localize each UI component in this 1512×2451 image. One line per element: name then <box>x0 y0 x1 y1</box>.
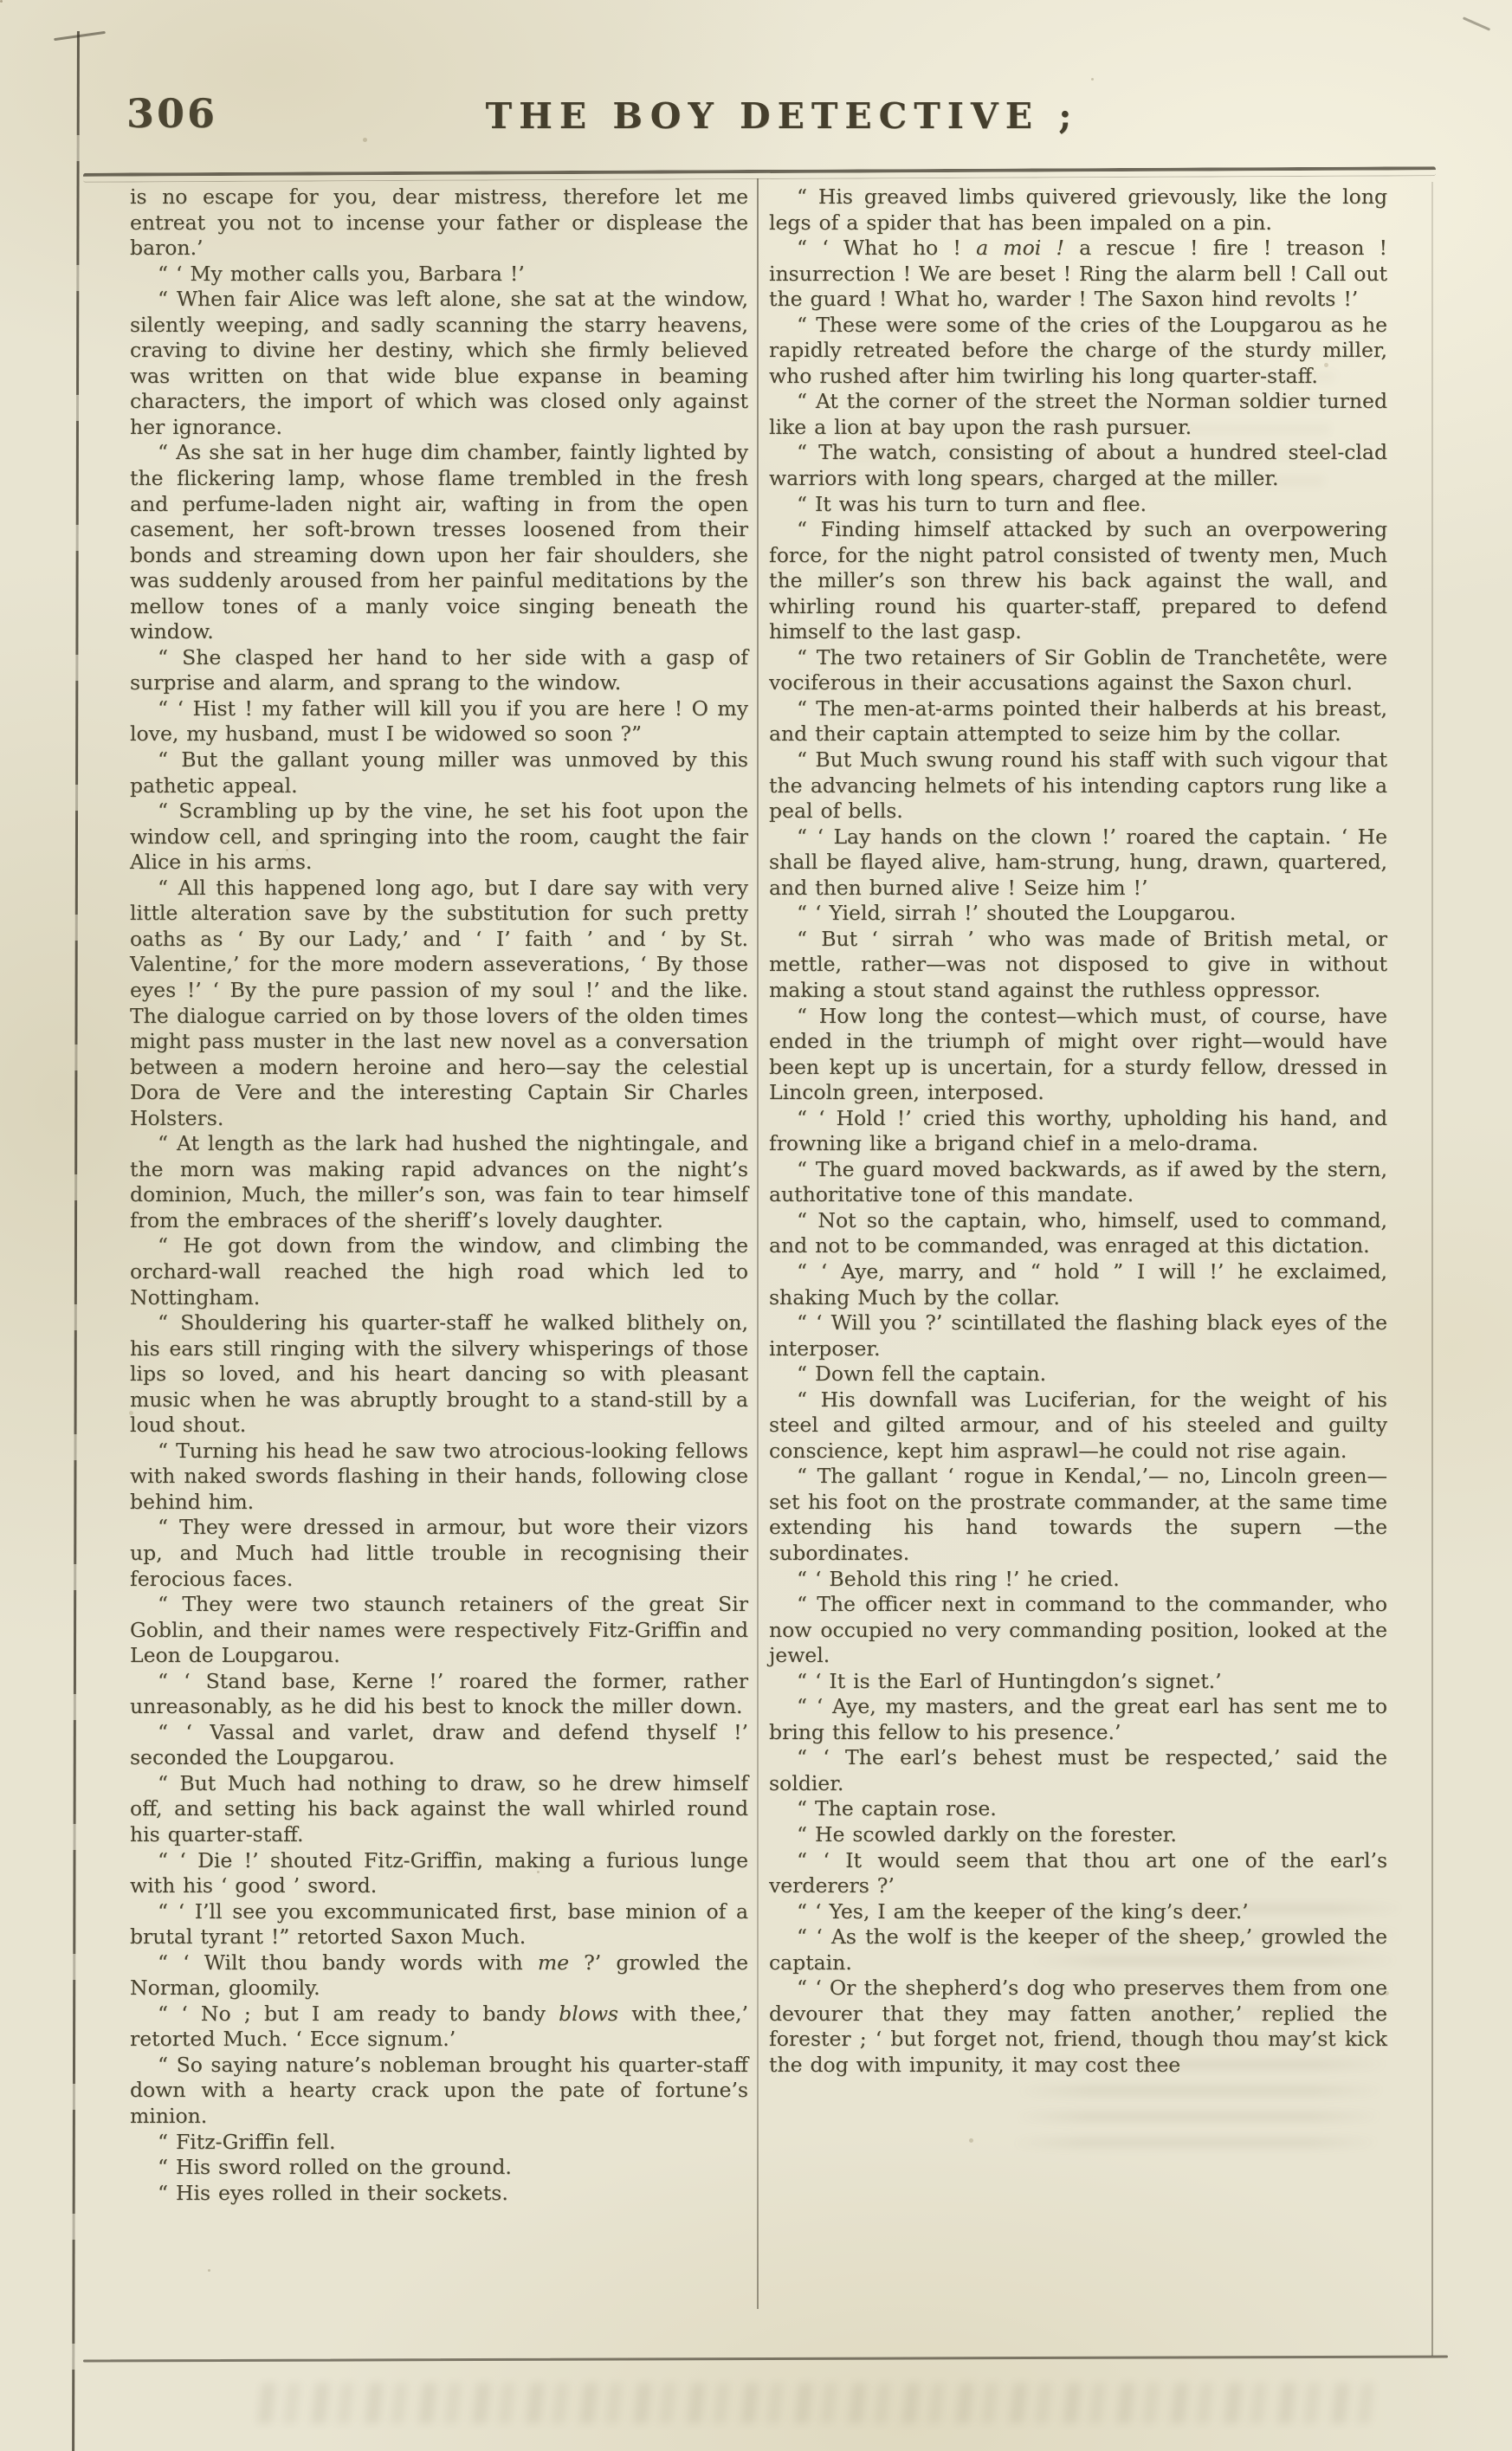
paragraph: “ ‘ No ; but I am ready to bandy blows with thee,’ retorted Much. ‘ Ecce signum.’ <box>130 2001 748 2052</box>
paragraph: is no escape for you, dear mistress, therefore let me entreat you not to incense your father or displease the baron.’ <box>130 184 748 261</box>
paper-speckles <box>0 0 3 3</box>
paragraph: “ These were some of the cries of the Loupgarou as he rapidly retreated before the charge of the sturdy miller, who rushed after him twirling his long quarter-staff. <box>769 312 1387 388</box>
paragraph: “ ‘ What ho ! a moi ! a rescue ! fire ! treason ! insurrection ! We are beset ! Ring the alarm bell ! Call out the guard ! What ho, warder ! The Saxon hind revolts !’ <box>769 236 1387 312</box>
paragraph: “ But Much had nothing to draw, so he drew himself off, and setting his back against the wall whirled round his quarter-staff. <box>130 1770 748 1846</box>
paragraph: “ ‘ It is the Earl of Huntingdon’s signet.’ <box>797 1668 1222 1693</box>
paragraph: “ Scrambling up by the vine, he set his foot upon the window cell, and springing into the room, caught the fair Alice in his arms. <box>130 799 748 875</box>
paragraph: “ ‘ Hist ! my father will kill you if you are here ! O my love, my husband, must I be widowed so soon ?” <box>130 695 748 747</box>
paragraph: “ Turning his head he saw two atrocious-looking fellows with naked swords flashing in their hands, following close behind him. <box>130 1438 748 1514</box>
paragraph: “ How long the contest—which must, of course, have ended in the triumph of might over right—would have been kept up is uncertain, for a sturdy fellow, dressed in Lincoln green, interposed. <box>769 1003 1387 1105</box>
paragraph: “ As she sat in her huge dim chamber, faintly lighted by the flickering lamp, whose flame trembled in the fresh and perfume-laden night air, wafting in from the open casement, her soft-brown tresses loosened from their bonds and streaming down upon her fair shoulders, she was suddenly aroused from her painful meditations by the mellow tones of a manly voice singing beneath the window. <box>130 440 748 644</box>
bleed-through-smudge-right <box>1008 1897 1408 2157</box>
bottom-rule <box>83 2356 1448 2363</box>
paragraph: “ He got down from the window, and climbing the orchard-wall reached the high road which led to Nottingham. <box>130 1233 748 1310</box>
paragraph: “ They were dressed in armour, but wore their vizors up, and Much had little trouble in recognising their ferocious faces. <box>130 1515 748 1591</box>
paragraph: “ ‘ My mother calls you, Barbara !’ <box>158 261 525 286</box>
paragraph: “ His eyes rolled in their sockets. <box>158 2180 508 2205</box>
paragraph: “ ‘ Behold this ring !’ he cried. <box>797 1566 1120 1591</box>
paragraph: “ The captain rose. <box>797 1796 997 1821</box>
text-column-left <box>130 184 748 2206</box>
paragraph: “ His greaved limbs quivered grievously, like the long legs of a spider that has been impaled on a pin. <box>769 184 1387 235</box>
paragraph: “ ‘ I’ll see you excommunicated first, base minion of a brutal tyrant !” retorted Saxon Much. <box>130 1898 748 1950</box>
page-left-border-rule <box>72 31 80 2451</box>
paragraph: “ But Much swung round his staff with such vigour that the advancing helmets of his intending captors rung like a peal of bells. <box>769 747 1387 824</box>
paragraph: “ ‘ Aye, marry, and “ hold ” I will !’ he exclaimed, shaking Much by the collar. <box>769 1258 1387 1310</box>
header-rule <box>83 166 1436 183</box>
paragraph: “ Fitz-Griffin fell. <box>158 2129 336 2154</box>
paragraph: “ Shouldering his quarter-staff he walked blithely on, his ears still ringing with the silvery whisperings of those lips so loved, and his heart dancing so with pleasant music when he was abruptly brought to a stand-still by a loud shout. <box>130 1310 748 1438</box>
paragraph: “ ‘ Or the shepherd’s dog who preserves them from one devourer that they may fatten another,’ replied the forester ; ‘ but forget not, friend, though thou may’st kick the dog with impunity, it may cost thee <box>769 1976 1387 2077</box>
paragraph: “ Down fell the captain. <box>797 1361 1047 1387</box>
paragraph: “ His sword rolled on the ground. <box>158 2155 512 2180</box>
paragraph: “ The guard moved backwards, as if awed by the stern, authoritative tone of this mandate. <box>769 1156 1387 1207</box>
page-title: THE BOY DETECTIVE ; <box>485 95 1079 137</box>
paragraph: “ The two retainers of Sir Goblin de Tranchetête, were vociferous in their accusations against the Saxon churl. <box>769 644 1387 695</box>
paragraph: “ At length as the lark had hushed the nightingale, and the morn was making rapid advances on the night’s dominion, Much, the miller’s son, was fain to tear himself from the embraces of the sheriff’s lovely daughter. <box>130 1131 748 1232</box>
paragraph: “ It was his turn to turn and flee. <box>797 491 1147 516</box>
paragraph: “ They were two staunch retainers of the great Sir Goblin, and their names were respectively Fitz-Griffin and Leon de Loupgarou. <box>130 1592 748 1668</box>
paragraph: “ ‘ Yes, I am the keeper of the king’s deer.’ <box>797 1898 1249 1924</box>
paragraph: “ The men-at-arms pointed their halberds at his breast, and their captain attempted to seize him by the collar. <box>769 695 1387 747</box>
text-column-right <box>769 184 1387 2078</box>
paragraph: “ ‘ Hold !’ cried this worthy, upholding his hand, and frowning like a brigand chief in a melo-drama. <box>769 1105 1387 1156</box>
paragraph: “ So saying nature’s nobleman brought his quarter-staff down with a hearty crack upon the pate of fortune’s minion. <box>130 2052 748 2129</box>
paragraph: “ His downfall was Luciferian, for the weight of his steel and gilted armour, and of his steeled and guilty conscience, kept him asprawl—he could not rise again. <box>769 1387 1387 1463</box>
paragraph: “ ‘ Stand base, Kerne !’ roared the former, rather unreasonably, as he did his best to knock the miller down. <box>130 1668 748 1719</box>
paragraph: “ Not so the captain, who, himself, used to command, and not to be commanded, was enraged at this dictation. <box>769 1207 1387 1258</box>
paragraph: “ At the corner of the street the Norman soldier turned like a lion at bay upon the rash pursuer. <box>769 389 1387 439</box>
paragraph: “ ‘ The earl’s behest must be respected,’ said the soldier. <box>769 1745 1387 1795</box>
paragraph: “ ‘ Die !’ shouted Fitz-Griffin, making a furious lunge with his ‘ good ’ sword. <box>130 1847 748 1898</box>
paragraph: “ He scowled darkly on the forester. <box>797 1822 1177 1846</box>
paragraph: “ ‘ As the wolf is the keeper of the sheep,’ growled the captain. <box>769 1924 1387 1975</box>
paragraph: “ ‘ Will you ?’ scintillated the flashing black eyes of the interposer. <box>769 1310 1387 1361</box>
page-number: 306 <box>126 90 218 137</box>
paragraph: “ ‘ It would seem that thou art one of the earl’s verderers ?’ <box>769 1847 1387 1898</box>
bleed-through-smudge-bottom <box>258 2383 1388 2423</box>
paragraph: “ ‘ Wilt thou bandy words with me ?’ growled the Norman, gloomily. <box>130 1950 748 2001</box>
paragraph: “ She clasped her hand to her side with a gasp of surprise and alarm, and sprang to the window. <box>130 644 748 695</box>
paragraph: “ The officer next in command to the commander, who now occupied no very commanding position, looked at the jewel. <box>769 1592 1387 1668</box>
paragraph: “ ‘ Lay hands on the clown !’ roared the captain. ‘ He shall be flayed alive, ham-strung, hung, drawn, quartered, and then burned alive ! Seize him !’ <box>769 824 1387 900</box>
paragraph: “ All this happened long ago, but I dare say with very little alteration save by the substitution for such pretty oaths as ‘ By our Lady,’ and ‘ I’ faith ’ and ‘ by St. Valentine,’ for the more modern asseverations, ‘ By those eyes !’ ‘ By the pure passion of my soul !’ and the like. The dialogue carried on by those lovers of the olden times might pass muster in the last new novel as a conversation between a modern heroine and hero—say the celestial Dora de Vere and the interesting Captain Sir Charles Holsters. <box>130 875 748 1130</box>
paragraph: “ But the gallant young miller was unmoved by this pathetic appeal. <box>130 747 748 798</box>
paragraph: “ But ‘ sirrah ’ who was made of British metal, or mettle, rather—was not disposed to give in without making a stout stand against the ruthless oppressor. <box>769 926 1387 1002</box>
page-right-border-rule <box>1431 182 1433 2356</box>
corner-ink-mark-left <box>54 31 106 41</box>
paragraph: “ The watch, consisting of about a hundred steel-clad warriors with long spears, charged at the miller. <box>769 440 1387 491</box>
paragraph: “ ‘ Vassal and varlet, draw and defend thyself !’ seconded the Loupgarou. <box>130 1719 748 1770</box>
paragraph: “ The gallant ‘ rogue in Kendal,’— no, Lincoln green—set his foot on the prostrate commander, at the same time extending his hand towards the supern —the subordinates. <box>769 1464 1387 1565</box>
column-divider-rule <box>757 178 759 2309</box>
paragraph: “ ‘ Aye, my masters, and the great earl has sent me to bring this fellow to his presence.’ <box>769 1694 1387 1744</box>
paragraph: “ When fair Alice was left alone, she sat at the window, silently weeping, and sadly scanning the starry heavens, craving to divine her destiny, which she firmly believed was written on that wide blue expanse in beaming characters, the import of which was closed only against her ignorance. <box>130 287 748 439</box>
corner-ink-mark-right <box>1463 16 1490 31</box>
paragraph: “ Finding himself attacked by such an overpowering force, for the night patrol consisted of twenty men, Much the miller’s son threw his back against the wall, and whirling round his quarter-staff, prepared to defend himself to the last gasp. <box>769 517 1387 644</box>
paragraph: “ ‘ Yield, sirrah !’ shouted the Loupgarou. <box>797 901 1237 926</box>
